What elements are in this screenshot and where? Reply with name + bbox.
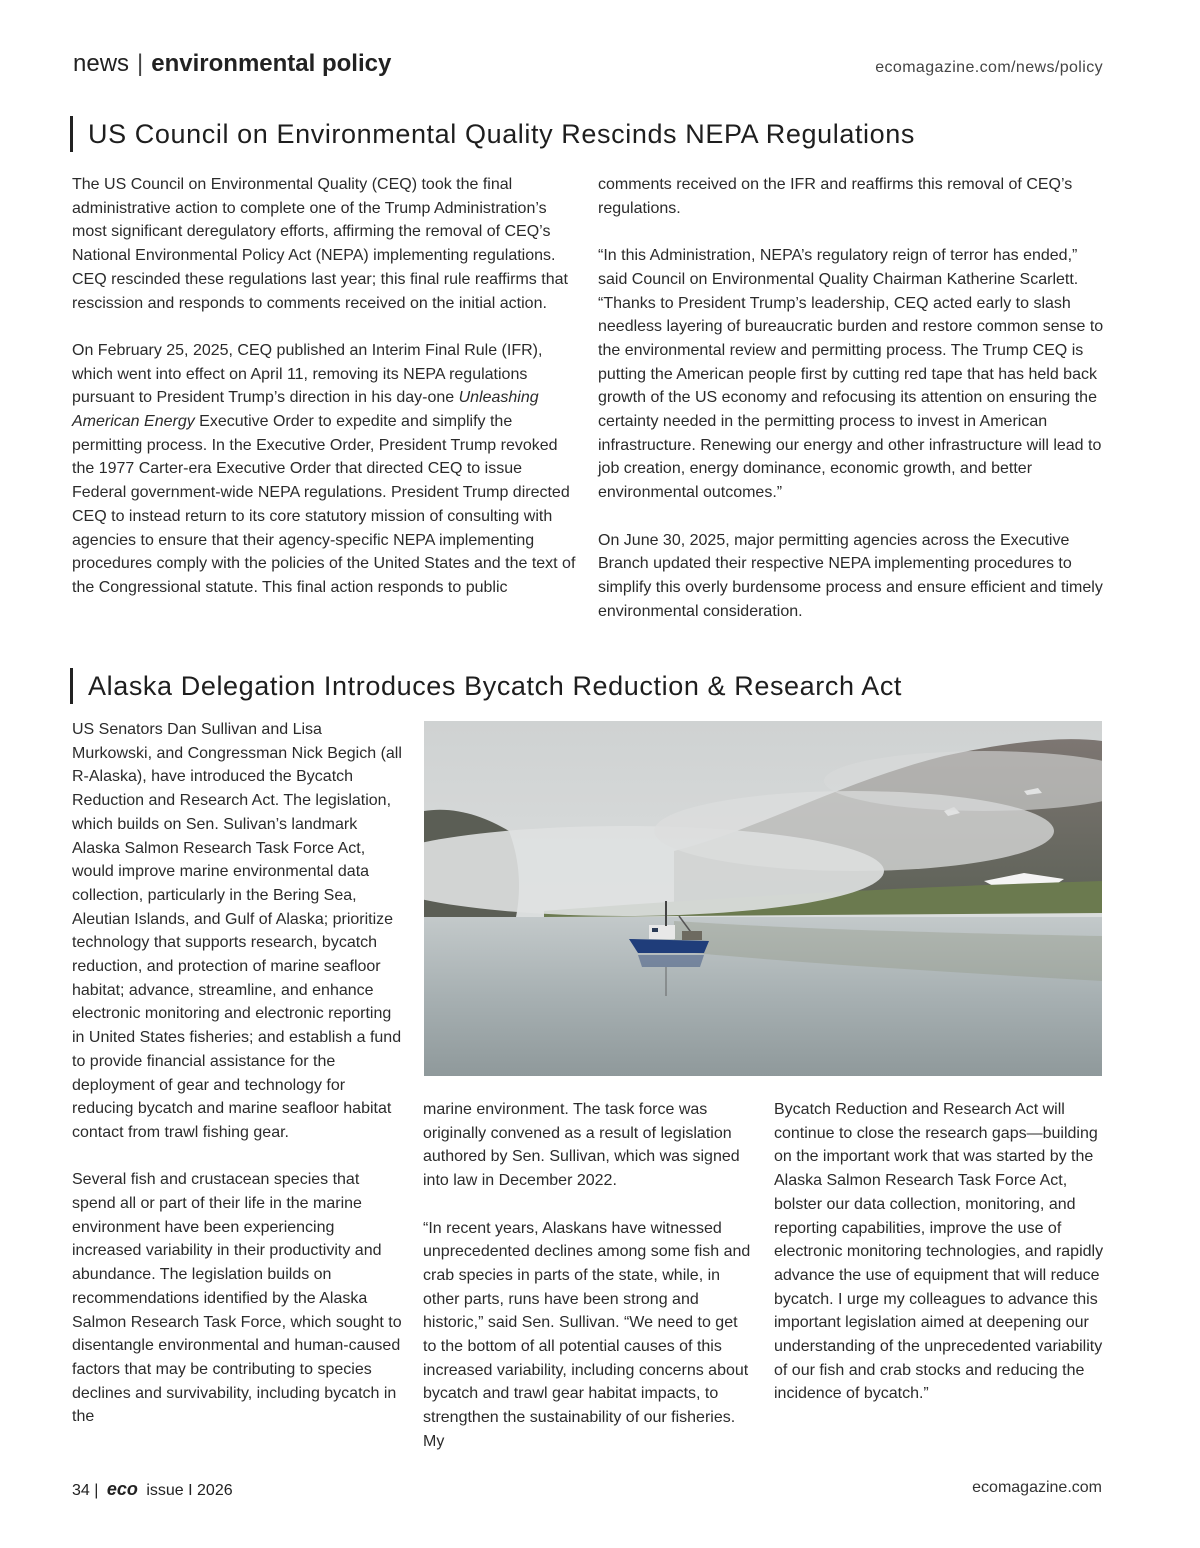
footer-site[interactable]: ecomagazine.com [972, 1479, 1102, 1496]
article1-quote: “In this Administration, NEPA’s regulatory reign of terror has ended,” said Council on Environmental Quality Chairman Katherine Scarlett. “Thanks to President Trump’s leadership, CEQ acted early to slash needless layering of bureaucratic burden and restore common sense to the environmental review and permitting process. The Trump CEQ is putting the American people first by cutting red tape that has held back growth of the US economy and refocusing its attention on ensuring the certainty needed in the permitting process to invest in American infrastructure. Renewing our energy and other infrastructure will lead to job creation, energy dominance, economic growth, and better environmental outcomes.” [598, 247, 1104, 502]
article1-column-1 [72, 173, 577, 600]
article1-title: US Council on Environmental Quality Rescinds NEPA Regulations [70, 116, 915, 152]
article2-paragraph: Several fish and crustacean species that spend all or part of their life in the marine environment have been experiencing increased variability in their productivity and abundance. The legislation builds on recommendations identified by the Alaska Salmon Research Task Force, which sought to disentangle environmental and human-caused factors that may be contributing to species declines and survivability, including bycatch in the [72, 1171, 402, 1426]
article2-paragraph: marine environment. The task force was originally convened as a result of legislation authored by Sen. Sullivan, which was signed into law in December 2022. [423, 1101, 740, 1190]
article2-column-1 [72, 718, 402, 1429]
article2-quote: “In recent years, Alaskans have witnessed unprecedented declines among some fish and crab species in parts of the state, while, in other parts, runs have been strong and historic,” said Sen. Sullivan. “We need to get to the bottom of all potential causes of this increased variability, including concerns about bycatch and trawl gear habitat impacts, to strengthen the sustainability of our fisheries. My [423, 1219, 751, 1450]
article1-paragraph: The US Council on Environmental Quality (CEQ) took the final administrative action to complete one of the Trump Administration’s most significant deregulatory efforts, affirming the removal of CEQ’s National Environmental Policy Act (NEPA) implementing regulations. CEQ rescinded these regulations last year; this final rule reaffirms that rescission and responds to comments received on the initial action. [72, 176, 568, 312]
article1-text: On February 25, 2025, CEQ published an Interim Final Rule (IFR), which went into effect on April 11, removing its NEPA regulations pursuant to President Trump’s direction in his day-one [72, 341, 543, 407]
section-prefix: news [73, 50, 130, 77]
article1-column-2 [598, 173, 1108, 623]
page-footer [72, 1479, 233, 1500]
article2-paragraph: US Senators Dan Sullivan and Lisa Murkowski, and Congressman Nick Begich (all R-Alaska), have introduced the Bycatch Reduction and Research Act. The legislation, which builds on Sen. Sulivan’s landmark Alaska Salmon Research Task Force Act, would improve marine environmental data collection, particularly in the Bering Sea, Aleutian Islands, and Gulf of Alaska; prioritize technology that supports research, bycatch reduction, and protection of marine seafloor habitat; advance, streamline, and enhance electronic monitoring and electronic reporting in United States fisheries; and establish a fund to provide financial assistance for the deployment of gear and technology for reducing bycatch and marine seafloor habitat contact from trawl fishing gear. [72, 721, 402, 1141]
executive-order-title: Unleashing American Energy [72, 389, 539, 431]
section-name: environmental policy [151, 50, 392, 77]
header-separator: | [137, 50, 144, 77]
article1-paragraph [72, 339, 577, 600]
footer-separator: | [94, 1482, 99, 1499]
issue-label: issue I 2026 [146, 1482, 233, 1499]
article1-text: Executive Order to expedite and simplify the permitting process. In the Executive Order, President Trump revoked the 1977 Carter-era Executive Order that directed CEQ to issue Federal government-wide NEPA regulations. President Trump directed CEQ to instead return to its core statutory mission of consulting with agencies to ensure that their agency-specific NEPA implementing procedures comply with the policies of the United States and the text of the Congressional statute. This final action responds to public [72, 413, 576, 596]
page-number: 34 [72, 1482, 90, 1499]
header-url[interactable]: ecomagazine.com/news/policy [875, 59, 1103, 76]
article1-paragraph: On June 30, 2025, major permitting agencies across the Executive Branch updated their respective NEPA implementing procedures to simplify this overly burdensome process and ensure efficient and timely environmental consideration. [598, 531, 1103, 620]
page-header [73, 50, 391, 78]
article2-quote: Bycatch Reduction and Research Act will continue to close the research gaps—building on the important work that was started by the Alaska Salmon Research Task Force Act, bolster our data collection, monitoring, and reporting capabilities, improve the use of electronic monitoring technologies, and rapidly advance the use of equipment that will reduce bycatch. I urge my colleagues to advance this important legislation aimed at deepening our understanding of the unprecedented variability of our fish and crab stocks and reducing the incidence of bycatch.” [774, 1101, 1104, 1403]
article2-column-2 [423, 1098, 755, 1454]
fishing-boat-photo [424, 721, 1102, 1076]
article1-paragraph: comments received on the IFR and reaffirms this removal of CEQ’s regulations. [598, 176, 1073, 217]
eco-logo: eco [106, 1479, 138, 1499]
article2-column-3 [774, 1098, 1104, 1406]
article2-title: Alaska Delegation Introduces Bycatch Reduction & Research Act [70, 668, 902, 704]
